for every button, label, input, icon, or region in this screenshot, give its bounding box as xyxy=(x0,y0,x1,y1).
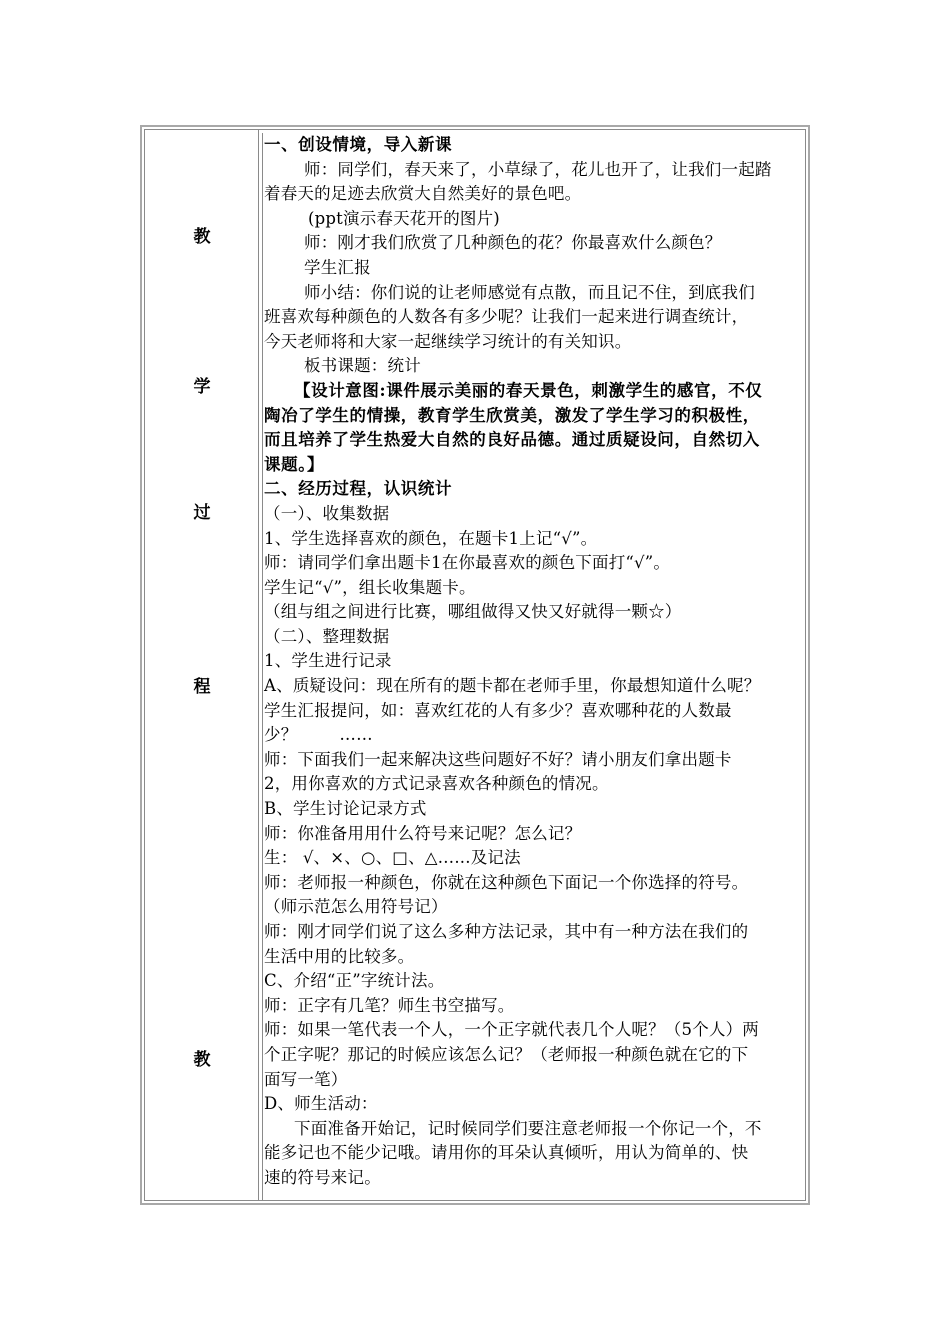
text-line: 板书课题：统计 xyxy=(304,356,421,376)
text-line: 着春天的足迹去欣赏大自然美好的景色吧。 xyxy=(264,184,582,204)
text-line: 面写一笔） xyxy=(264,1069,348,1089)
text-line: 学生记“√”，组长收集题卡。 xyxy=(264,577,476,597)
text-line: 学生汇报提问，如：喜欢红花的人有多少？喜欢哪种花的人数最 xyxy=(264,700,732,720)
text-line: 师：正字有几笔？师生书空描写。 xyxy=(264,995,515,1015)
label-char-5: 教 xyxy=(193,1050,211,1070)
text-line: 1、学生选择喜欢的颜色，在题卡1上记“√”。 xyxy=(264,528,598,548)
text-line: 速的符号来记。 xyxy=(264,1167,381,1187)
text-line: 师：下面我们一起来解决这些问题好不好？请小朋友们拿出题卡 xyxy=(264,749,732,769)
label-char-2: 学 xyxy=(193,377,211,397)
text-line: 2，用你喜欢的方式记录喜欢各种颜色的情况。 xyxy=(264,774,609,794)
text-line: 师：你准备用用什么符号来记呢？怎么记？ xyxy=(264,823,582,843)
text-line: 生： √、×、○、□、△…...及记法 xyxy=(264,848,521,868)
text-line: (ppt演示春天花开的图片) xyxy=(308,208,500,228)
text-line: 师：刚才我们欣赏了几种颜色的花？你最喜欢什么颜色？ xyxy=(304,233,722,253)
text-line: 师：同学们，春天来了，小草绿了，花儿也开了，让我们一起踏 xyxy=(304,159,772,179)
text-line: 个正字呢？那记的时候应该怎么记？（老师报一种颜色就在它的下 xyxy=(264,1044,749,1064)
text-line xyxy=(264,723,803,748)
text-line: D、师生活动： xyxy=(264,1094,378,1114)
text-line: C、介绍“正”字统计法。 xyxy=(264,971,445,991)
table-inner-border xyxy=(144,129,806,1201)
text-line: 1、学生进行记录 xyxy=(264,651,392,671)
design-intent-line: 陶冶了学生的情操，教育学生欣赏美，激发了学生学习的积极性， xyxy=(264,405,760,425)
ellipsis: …… xyxy=(339,725,373,745)
text-line: 师：老师报一种颜色，你就在这种颜色下面记一个你选择的符号。 xyxy=(264,872,749,892)
section-heading-2: 二、经历过程，认识统计 xyxy=(264,479,453,499)
lesson-table xyxy=(140,125,810,1205)
design-intent-line: 课题。】 xyxy=(264,454,325,474)
text-line: 下面准备开始记，记时候同学们要注意老师报一个你记一个，不 xyxy=(294,1118,762,1138)
text-line: 学生汇报 xyxy=(304,257,371,277)
content-cell xyxy=(262,133,803,1200)
text-line: 生活中用的比较多。 xyxy=(264,946,415,966)
text-line: 师：如果一笔代表一个人，一个正字就代表几个人呢？（5个人）两 xyxy=(264,1020,759,1040)
text-line: （二）、整理数据 xyxy=(264,626,390,646)
text-line: 师：刚才同学们说了这么多种方法记录，其中有一种方法在我们的 xyxy=(264,922,749,941)
label-char-1: 教 xyxy=(193,227,211,247)
text-line: 师小结：你们说的让老师感觉有点散，而且记不住，到底我们 xyxy=(304,282,755,302)
label-char-3: 过 xyxy=(193,503,211,523)
text-line: B、学生讨论记录方式 xyxy=(264,799,427,819)
text-line: 师：请同学们拿出题卡1在你最喜欢的颜色下面打“√”。 xyxy=(264,553,671,573)
text-line: 班喜欢每种颜色的人数各有多少呢？让我们一起来进行调查统计， xyxy=(264,307,749,327)
design-intent-line: 【设计意图:课件展示美丽的春天景色，刺激学生的感官，不仅 xyxy=(294,380,763,400)
design-intent-line: 而且培养了学生热爱大自然的良好品德。通过质疑设问，自然切入 xyxy=(264,430,760,450)
text-line: A、质疑设问：现在所有的题卡都在老师手里，你最想知道什么呢？ xyxy=(264,676,761,696)
text-line: 能多记也不能少记哦。请用你的耳朵认真倾听，用认为简单的、快 xyxy=(264,1143,749,1163)
text-line: （师示范怎么用符号记） xyxy=(264,897,448,917)
text-line: （一）、收集数据 xyxy=(264,503,390,523)
label-char-4: 程 xyxy=(193,677,211,697)
text-span: 少？ xyxy=(264,725,298,745)
text-line: （组与组之间进行比赛，哪组做得又快又好就得一颗☆） xyxy=(264,602,682,622)
section-heading-1: 一、创设情境，导入新课 xyxy=(264,135,453,154)
text-line: 今天老师将和大家一起继续学习统计的有关知识。 xyxy=(264,331,632,351)
row-label-cell xyxy=(145,130,259,1200)
